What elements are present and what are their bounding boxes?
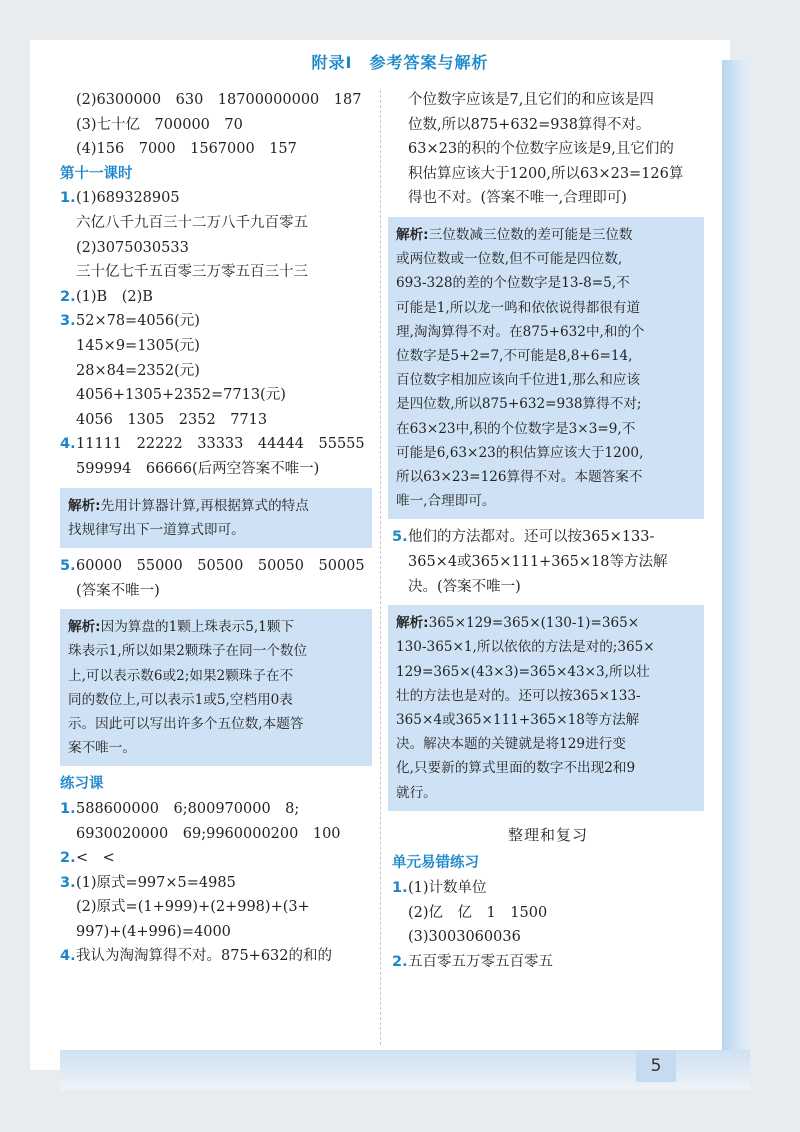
section-title-practice: 练习课: [60, 776, 104, 793]
column-divider: [380, 90, 381, 1045]
answer-line: (2)6300000 630 18700000000 187: [76, 92, 362, 108]
left-column: [60, 88, 372, 969]
page-number: 5: [636, 1050, 676, 1082]
question-3: 3.(1)原式=997×5=4985: [60, 874, 236, 891]
answer-line: (答案不唯一): [76, 582, 160, 599]
question-2: 2.< <: [60, 850, 115, 867]
explanation-box: 解析:365×129=365×(130-1)=365× 130-365×1,所以依依的方法是对的;365× 129=365×(43×3)=365×43×3,所以壮 壮的方法也是对的。还可以按365×133- 365×4或365×111+365×18等方法解 决。解决本题的关键就是将129进行变 化,只要新的算式里面的数字不出现2和9 就行。: [388, 605, 704, 811]
question-4: 4.我认为淘淘算得不对。875+632的和的: [60, 948, 333, 965]
answer-line: 位数,所以875+632=938算得不对。: [408, 116, 651, 133]
answer-line: 六亿八千九百三十二万八千九百零五: [76, 214, 308, 231]
right-column: [392, 88, 704, 974]
explanation-box: 解析:先用计算器计算,再根据算式的特点 找规律写出下一道算式即可。: [60, 488, 372, 548]
question-5: 5.60000 55000 50500 50050 50005: [60, 557, 365, 574]
question-1: 1.(1)计数单位: [392, 880, 487, 896]
question-4: 4.11111 22222 33333 44444 55555: [60, 436, 365, 453]
section-title-lesson-11: 第十一课时: [60, 165, 133, 182]
question-1: 1.(1)689328905: [60, 190, 180, 207]
answer-line: (3)七十亿 700000 70: [76, 116, 243, 133]
question-5: 5.他们的方法都对。还可以按365×133-: [392, 529, 655, 546]
answer-line: 4056+1305+2352=7713(元): [76, 387, 286, 404]
answer-line: 599994 66666(后两空答案不唯一): [76, 460, 320, 477]
answer-line: 得也不对。(答案不唯一,合理即可): [408, 190, 627, 207]
answer-line: 365×4或365×111+365×18等方法解: [408, 554, 668, 570]
answer-line: 4056 1305 2352 7713: [76, 411, 268, 428]
answer-line: 63×23的积的个位数字应该是9,且它们的: [408, 141, 674, 158]
review-title: 整理和复习: [507, 825, 588, 844]
question-1: 1.588600000 6;800970000 8;: [60, 800, 300, 817]
answer-line: 三十亿七千五百零三万零五百三十三: [76, 264, 308, 281]
answer-line: 6930020000 69;9960000200 100: [76, 825, 341, 842]
page-edge-right: [722, 60, 748, 1050]
answer-line: (3)3003060036: [408, 929, 521, 946]
explanation-box: 解析:三位数减三位数的差可能是三位数 或两位数或一位数,但不可能是四位数, 693-328的差的个位数字是13-8=5,不 可能是1,所以龙一鸣和依依说得都很有道 理,淘淘算得不对。在875+632中,和的个 位数字是5+2=7,不可能是8,8+6=14, 百位数字相加应该向千位进1,那么和应该 是四位数,所以875+632=938算得不对; 在63×23中,积的个位数字是3×3=9,不 可能是6,63×23的积估算应该大于1200, 所以63×23=126算得不对。本题答案不 唯一,合理即可。: [388, 217, 704, 519]
answer-line: (2)原式=(1+999)+(2+998)+(3+: [76, 899, 310, 916]
answer-line: 个位数字应该是7,且它们的和应该是四: [408, 92, 654, 108]
question-2: 2.(1)B (2)B: [60, 288, 153, 305]
answer-line: 28×84=2352(元): [76, 362, 200, 379]
question-2: 2.五百零五万零五百零五: [392, 953, 553, 970]
answer-line: 997)+(4+996)=4000: [76, 923, 231, 940]
explanation-box: 解析:因为算盘的1颗上珠表示5,1颗下 珠表示1,所以如果2颗珠子在同一个数位 上,可以表示数6或2;如果2颗珠子在不 同的数位上,可以表示1或5,空档用0表 示。因此可以写出许多个五位数,本题答 案不唯一。: [60, 609, 372, 766]
answer-line: (4)156 7000 1567000 157: [76, 141, 297, 158]
question-3: 3.52×78=4056(元): [60, 313, 200, 330]
answer-line: (2)3075030533: [76, 239, 189, 256]
answer-line: 145×9=1305(元): [76, 337, 200, 354]
page-header: 附录Ⅰ 参考答案与解析: [311, 53, 489, 72]
answer-line: 积估算应该大于1200,所以63×23=126算: [408, 165, 684, 182]
answer-line: 决。(答案不唯一): [408, 578, 521, 595]
answer-line: (2)亿 亿 1 1500: [408, 904, 548, 921]
section-title-unit: 单元易错练习: [392, 855, 479, 872]
